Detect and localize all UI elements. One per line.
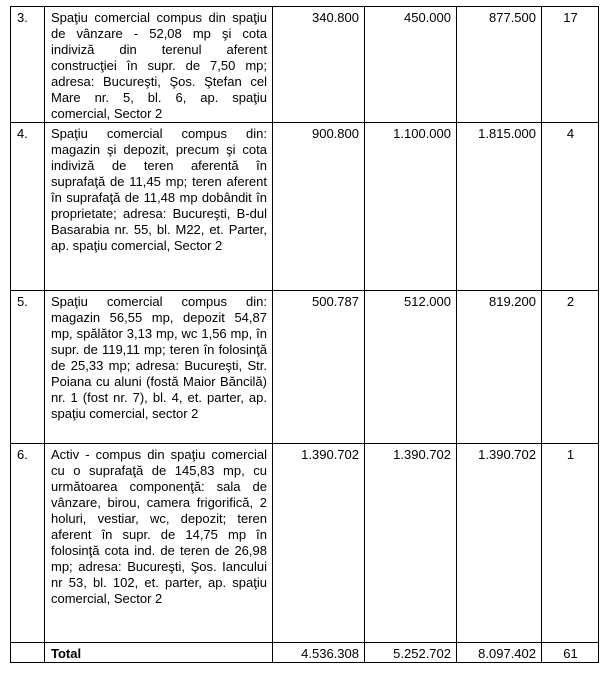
value-col-3: 1.390.702 bbox=[457, 444, 542, 643]
value-col-1: 900.800 bbox=[273, 123, 365, 291]
value-col-2: 512.000 bbox=[365, 291, 457, 444]
asset-description: Activ - compus din spaţiu comercial cu o suprafaţă de 145,83 mp, cu următoarea componenţă: sala de vânzare, birou, camera frigorifică, 2 holuri, vestiar, wc, depozit; teren aferent în supr. de 14,75 mp în folosinţă cota ind. de teren de 26,98 mp; adresa: Bucureşti, Şos. Iancului nr 53, bl. 102, et. parter, ap. spaţiu comercial, Sector 2 bbox=[45, 444, 273, 643]
total-value-1: 4.536.308 bbox=[273, 643, 365, 663]
count-cell: 4 bbox=[542, 123, 599, 291]
table-row bbox=[11, 123, 599, 291]
total-row bbox=[11, 643, 599, 663]
value-col-2: 1.390.702 bbox=[365, 444, 457, 643]
asset-description: Spaţiu comercial compus din spaţiu de vânzare - 52,08 mp şi cota indiviză din terenul aferent construcţiei în supr. de 7,50 mp; adresa: Bucureşti, Şos. Ştefan cel Mare nr. 5, bl. 6, ap. spaţiu comercial, Sector 2 bbox=[45, 7, 273, 123]
total-label: Total bbox=[45, 643, 273, 663]
table-row bbox=[11, 291, 599, 444]
table-row bbox=[11, 444, 599, 643]
table-row bbox=[11, 7, 599, 123]
value-col-3: 1.815.000 bbox=[457, 123, 542, 291]
value-col-2: 450.000 bbox=[365, 7, 457, 123]
row-number: 4. bbox=[11, 123, 45, 291]
value-col-2: 1.100.000 bbox=[365, 123, 457, 291]
row-number: 3. bbox=[11, 7, 45, 123]
total-count: 61 bbox=[542, 643, 599, 663]
count-cell: 2 bbox=[542, 291, 599, 444]
value-col-1: 1.390.702 bbox=[273, 444, 365, 643]
total-value-3: 8.097.402 bbox=[457, 643, 542, 663]
row-number bbox=[11, 643, 45, 663]
value-col-3: 819.200 bbox=[457, 291, 542, 444]
value-col-1: 500.787 bbox=[273, 291, 365, 444]
asset-description: Spaţiu comercial compus din: magazin şi depozit, precum şi cota indiviză de teren aferentă în suprafaţă de 11,45 mp; teren aferent în suprafaţă de 11,48 mp dobândit în proprietate; adresa: Bucureşti, B-dul Basarabia nr. 55, bl. M22, et. Parter, ap. spaţiu comercial, Sector 2 bbox=[45, 123, 273, 291]
count-cell: 1 bbox=[542, 444, 599, 643]
row-number: 6. bbox=[11, 444, 45, 643]
asset-description: Spaţiu comercial compus din: magazin 56,55 mp, depozit 54,87 mp, spălător 3,13 mp, wc 1,56 mp, în supr. de 119,11 mp; teren în folosinţă de 25,33 mp; adresa: Bucureşti, Str. Poiana cu aluni (fostă Maior Băncilă) nr. 1 (fost nr. 7), bl. 4, et. parter, ap. spaţiu comercial, sector 2 bbox=[45, 291, 273, 444]
value-col-1: 340.800 bbox=[273, 7, 365, 123]
value-col-3: 877.500 bbox=[457, 7, 542, 123]
count-cell: 17 bbox=[542, 7, 599, 123]
assets-table bbox=[10, 6, 599, 663]
row-number: 5. bbox=[11, 291, 45, 444]
total-value-2: 5.252.702 bbox=[365, 643, 457, 663]
